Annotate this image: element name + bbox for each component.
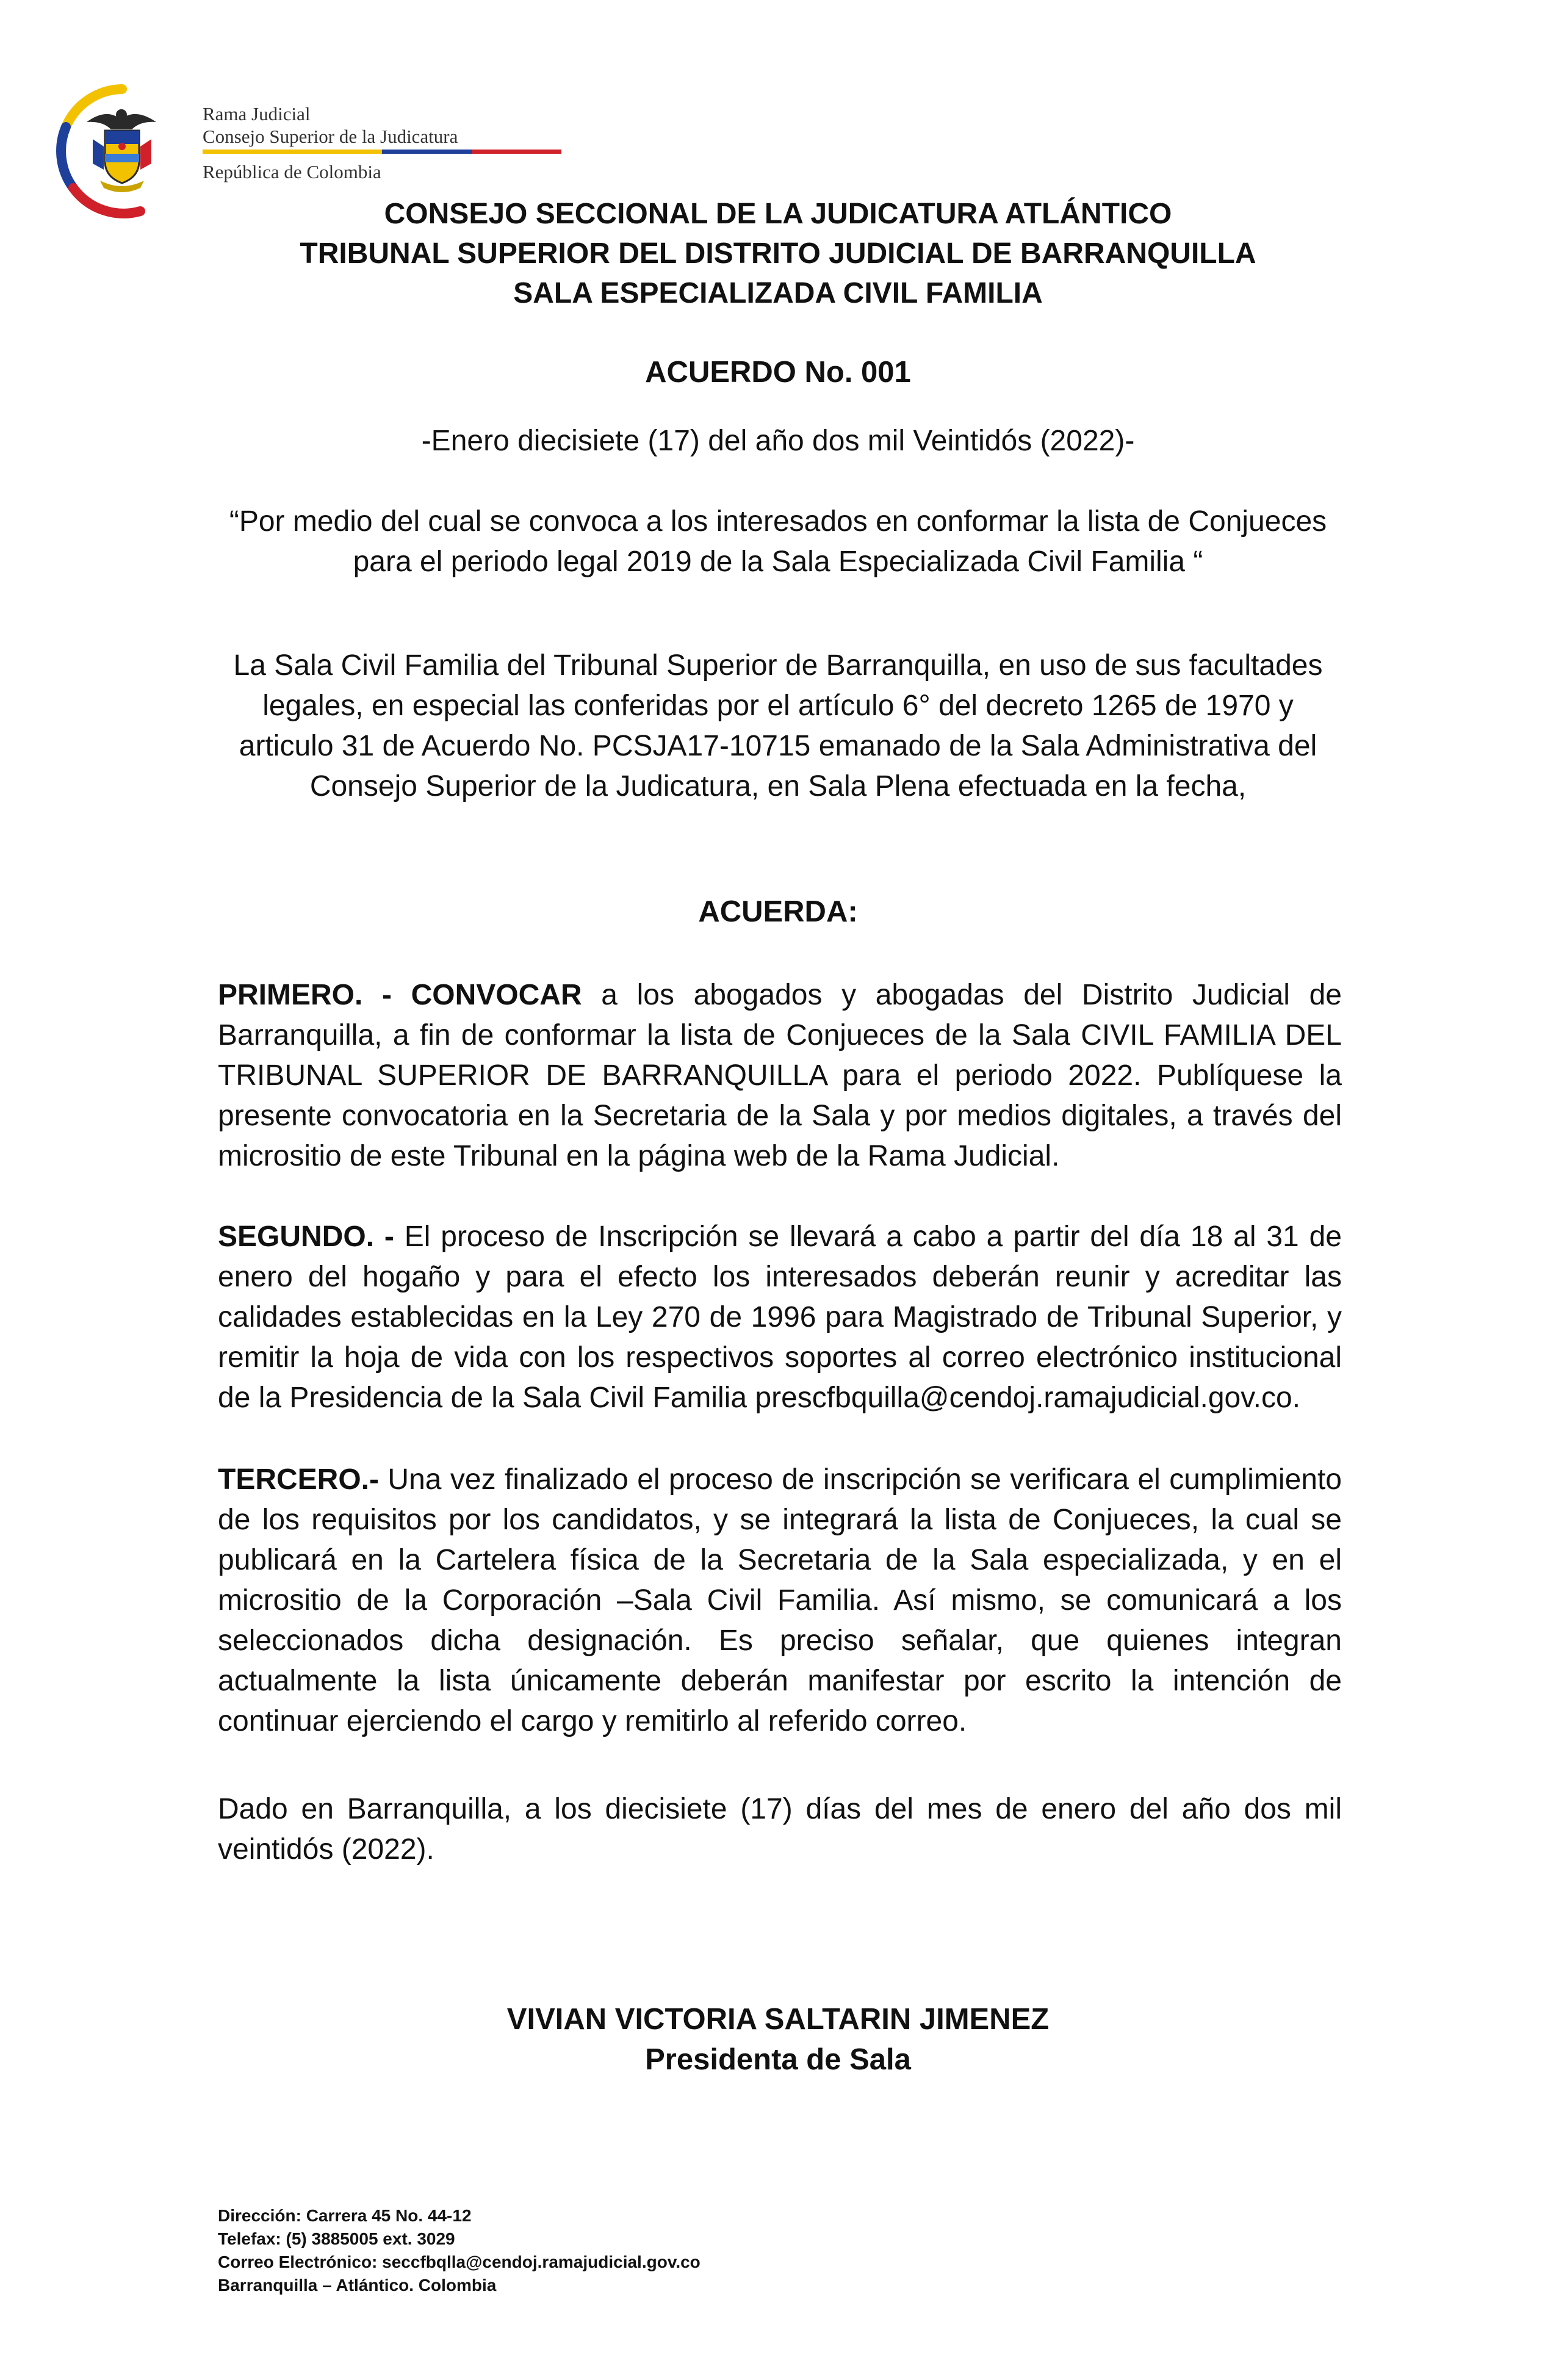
preamble: [153, 646, 1403, 807]
article-primero: [218, 975, 1342, 1177]
subject-line-2: para el periodo legal 2019 de la Sala Especializada Civil Familia “: [353, 546, 1203, 578]
preamble-line-1: La Sala Civil Familia del Tribunal Superior de Barranquilla, en uso de sus facultades: [233, 649, 1323, 682]
logo-line-republica: República de Colombia: [203, 161, 381, 182]
preamble-line-2: legales, en especial las conferidas por el artículo 6° del decreto 1265 de 1970 y: [262, 690, 1294, 722]
logo-line-rama: Rama Judicial: [203, 103, 311, 124]
header-line-tribunal: TRIBUNAL SUPERIOR DEL DISTRITO JUDICIAL DE BARRANQUILLA: [300, 237, 1256, 270]
logo-text: [203, 103, 458, 148]
footer-address: Dirección: Carrera 45 No. 44-12: [218, 2206, 472, 2225]
preamble-line-4: Consejo Superior de la Judicatura, en Sala Plena efectuada en la fecha,: [309, 770, 1247, 802]
acuerdo-date: -Enero diecisiete (17) del año dos mil Veintidós (2022)-: [421, 425, 1135, 457]
header-line-sala: SALA ESPECIALIZADA CIVIL FAMILIA: [513, 277, 1043, 309]
footer-city: Barranquilla – Atlántico. Colombia: [218, 2276, 497, 2295]
acuerda-heading: ACUERDA:: [698, 895, 858, 928]
header-line-consejo: CONSEJO SECCIONAL DE LA JUDICATURA ATLÁNTICO: [384, 198, 1172, 230]
segundo-label: SEGUNDO. -: [218, 1221, 394, 1253]
signatory-title: Presidenta de Sala: [645, 2043, 911, 2076]
primero-label: PRIMERO. - CONVOCAR: [218, 979, 582, 1011]
signatory-name: VIVIAN VICTORIA SALTARIN JIMENEZ: [506, 2003, 1050, 2036]
logo-line-consejo: Consejo Superior de la Judicatura: [203, 126, 458, 147]
footer-phone: Telefax: (5) 3885005 ext. 3029: [218, 2229, 455, 2248]
acuerdo-title: ACUERDO No. 001: [645, 356, 911, 389]
subject-line-1: “Por medio del cual se convoca a los interesados en conformar la lista de Conjueces: [229, 505, 1327, 538]
acuerdo-subject: [153, 502, 1403, 582]
tercero-text: Una vez finalizado el proceso de inscripción se verificara el cumplimiento de los requisitos por los candidatos, y se integrará la lista de Conjueces, la cual se publicará en la Cartelera física de la Secretaria de la Sala especializada, y en el micrositio de la Corporación –Sala Civil Familia. Así mismo, se comunicará a los seleccionados dicha designación. Es preciso señalar, que quienes integran actualmente la lista únicamente deberán manifestar por escrito la intención de continuar ejerciendo el cargo y remitirlo al referido correo.: [218, 1463, 1342, 1737]
closing-paragraph: Dado en Barranquilla, a los diecisiete (17) días del mes de enero del año dos mil veintidós (2022).: [218, 1793, 1342, 1866]
footer-contact: [218, 2204, 701, 2297]
segundo-text: El proceso de Inscripción se llevará a cabo a partir del día 18 al 31 de enero del hogaño y para el efecto los interesados deberán reunir y acreditar las calidades establecidas en la Ley 270 de 1996 para Magistrado de Tribunal Superior, y remitir la hoja de vida con los respectivos soportes al correo electrónico institucional de la Presidencia de la Sala Civil Familia prescfbquilla@cendoj.ramajudicial.gov.co.: [218, 1221, 1342, 1414]
tercero-label: TERCERO.-: [218, 1463, 379, 1496]
article-tercero: [218, 1460, 1342, 1742]
primero-text: a los abogados y abogadas del Distrito Judicial de Barranquilla, a fin de conformar la lista de Conjueces de la Sala CIVIL FAMILIA DEL TRIBUNAL SUPERIOR DE BARRANQUILLA para el periodo 2022. Publíquese la presente convocatoria en la Secretaria de la Sala y por medios digitales, a través del micrositio de este Tribunal en la página web de la Rama Judicial.: [218, 979, 1342, 1172]
footer-email: Correo Electrónico: seccfbqlla@cendoj.ramajudicial.gov.co: [218, 2252, 701, 2271]
logo-tricolor-rule: [203, 150, 561, 154]
preamble-line-3: articulo 31 de Acuerdo No. PCSJA17-10715 emanado de la Sala Administrativa del: [239, 730, 1317, 762]
article-segundo: [218, 1217, 1342, 1418]
